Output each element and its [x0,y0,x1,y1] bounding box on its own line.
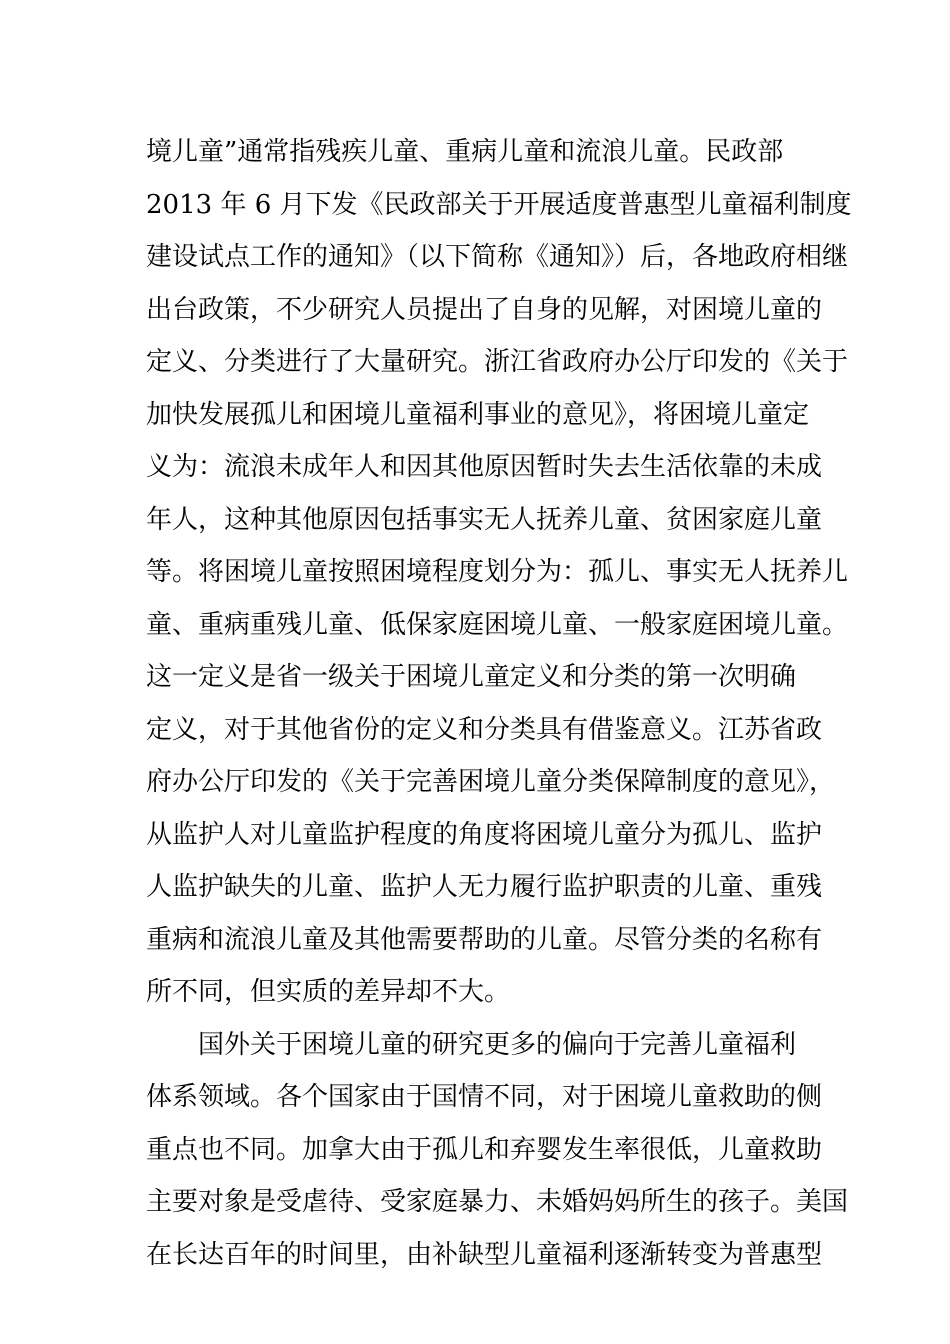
text-line: 人监护缺失的儿童、监护人无力履行监护职责的儿童、重残 [146,872,823,902]
text-line: 建设试点工作的通知》（以下简称《通知》）后，各地政府相继 [146,242,849,272]
text-line: 所不同，但实质的差异却不大。 [146,977,511,1007]
text-line: 府办公厅印发的《关于完善困境儿童分类保障制度的意见》， [146,767,836,797]
text-line: 重病和流浪儿童及其他需要帮助的儿童。尽管分类的名称有 [146,924,823,955]
text-line: 在长达百年的时间里，由补缺型儿童福利逐渐转变为普惠型 [146,1239,823,1270]
paragraph-2 [146,1019,849,1282]
text-line: 主要对象是受虐待、受家庭暴力、未婚妈妈所生的孩子。美国 [146,1187,849,1217]
text-line: 定义，对于其他省份的定义和分类具有借鉴意义。江苏省政 [146,714,823,745]
text-line: 境儿童”通常指残疾儿童、重病儿童和流浪儿童。民政部 [146,137,784,167]
text-line: 这一定义是省一级关于困境儿童定义和分类的第一次明确 [146,662,797,692]
text-line: 国外关于困境儿童的研究更多的偏向于完善儿童福利 [198,1029,797,1060]
text-line: 从监护人对儿童监护程度的角度将困境儿童分为孤儿、监护 [146,819,823,850]
text-line: 年人，这种其他原因包括事实无人抚养儿童、贫困家庭儿童 [146,504,823,535]
text-line: 2013 年 6 月下发《民政部关于开展适度普惠型儿童福利制度 [146,189,852,220]
text-line: 出台政策，不少研究人员提出了自身的见解，对困境儿童的 [146,294,823,325]
body-text [146,126,852,1281]
text-line: 童、重病重残儿童、低保家庭困境儿童、一般家庭困境儿童。 [146,609,849,640]
text-line: 义为：流浪未成年人和因其他原因暂时失去生活依靠的未成 [146,452,823,482]
text-line: 体系领域。各个国家由于国情不同，对于困境儿童救助的侧 [146,1082,823,1112]
text-line: 重点也不同。加拿大由于孤儿和弃婴发生率很低，儿童救助 [146,1134,823,1165]
text-line: 等。将困境儿童按照困境程度划分为：孤儿、事实无人抚养儿 [146,557,849,587]
paragraph-1 [146,126,852,1019]
text-line: 加快发展孤儿和困境儿童福利事业的意见》，将困境儿童定 [146,399,810,430]
text-line: 定义、分类进行了大量研究。浙江省政府办公厅印发的《关于 [146,347,849,377]
